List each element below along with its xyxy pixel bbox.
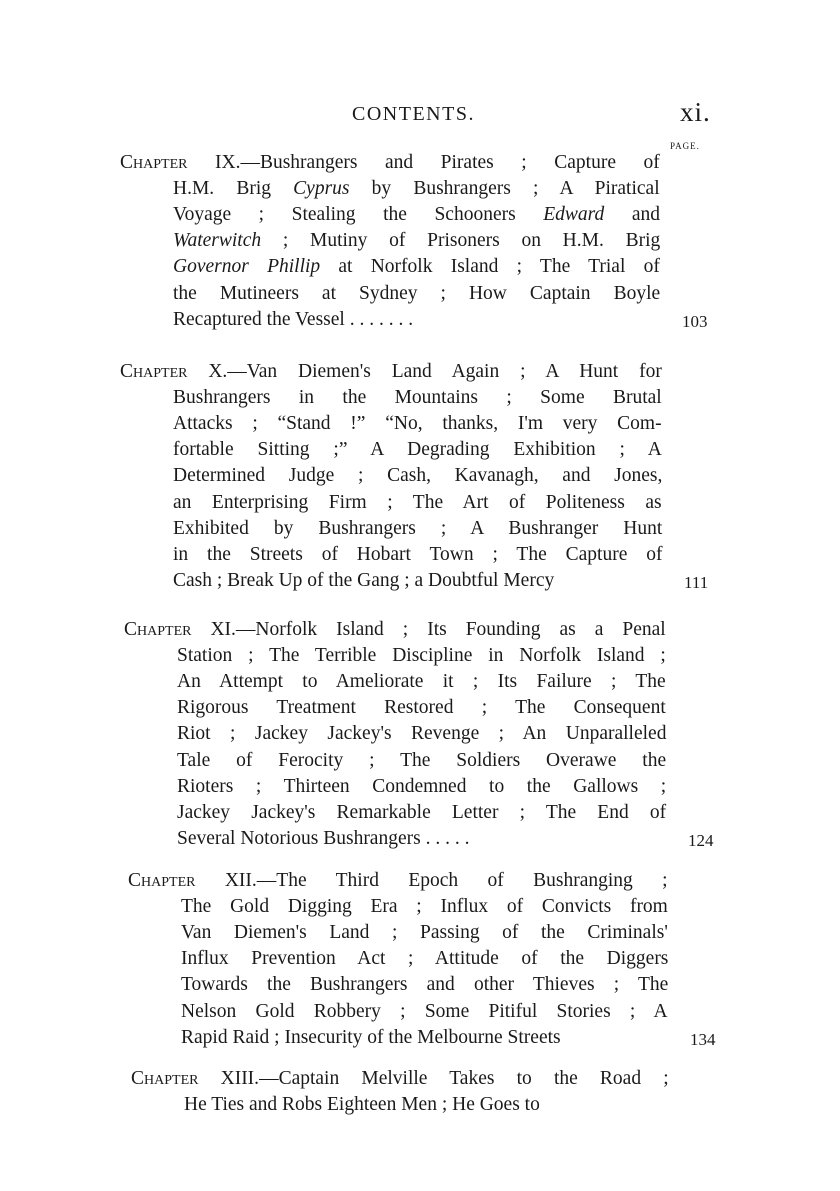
entry-line: in the Streets of Hobart Town ; The Capture of bbox=[173, 543, 663, 565]
entry-line: Rapid Raid ; Insecurity of the Melbourne Streets bbox=[181, 1026, 561, 1048]
dot-leader: . . . . . . . bbox=[344, 308, 414, 330]
entry-line: Rigorous Treatment Restored ; The Consequent bbox=[177, 697, 666, 719]
chapter-label: Chapter XIII. bbox=[131, 1068, 260, 1089]
entry-line: Station ; The Terrible Discipline in Norfolk Island ; bbox=[177, 645, 666, 667]
chapter-label: Chapter X. bbox=[120, 361, 228, 382]
entry-line: fortable Sitting ;” A Degrading Exhibition ; A bbox=[173, 439, 662, 461]
entry-line: He Ties and Robs Eighteen Men ; He Goes to bbox=[184, 1094, 540, 1116]
entry-line: Riot ; Jackey Jackey's Revenge ; An Unparalleled bbox=[177, 723, 667, 745]
entry-line: Recaptured the Vessel . . . . . . . bbox=[173, 308, 414, 330]
entry-line: Determined Judge ; Cash, Kavanagh, and Jones, bbox=[173, 465, 663, 487]
entry-line: Governor Phillip at Norfolk Island ; The Trial of bbox=[173, 256, 660, 278]
ship-name: Waterwitch bbox=[173, 230, 262, 252]
entry-line: Jackey Jackey's Remarkable Letter ; The End of bbox=[177, 801, 667, 823]
entry-line: Bushrangers in the Mountains ; Some Brutal bbox=[173, 387, 662, 409]
entry-line: Waterwitch ; Mutiny of Prisoners on H.M. Brig bbox=[173, 230, 661, 252]
ship-name: Cyprus bbox=[293, 178, 350, 200]
entry-line: Influx Prevention Act ; Attitude of the Diggers bbox=[181, 948, 669, 970]
entry-line: H.M. Brig Cyprus by Bushrangers ; A Piratical bbox=[173, 178, 660, 200]
entry-line: Rioters ; Thirteen Condemned to the Gallows ; bbox=[177, 775, 667, 797]
entry-line: Voyage ; Stealing the Schooners Edward and bbox=[173, 204, 660, 226]
entry-line: an Enterprising Firm ; The Art of Politeness as bbox=[173, 491, 662, 513]
entry-line: Nelson Gold Robbery ; Some Pitiful Stories ; A bbox=[181, 1000, 668, 1022]
entry-line: Attacks ; “Stand !” “No, thanks, I'm very Com- bbox=[173, 413, 662, 435]
entry-line: An Attempt to Ameliorate it ; Its Failure ; The bbox=[177, 671, 666, 693]
entry-line: Chapter XIII.—Captain Melville Takes to the Road ; bbox=[131, 1068, 669, 1089]
entry-line: Several Notorious Bushrangers . . . . . bbox=[177, 827, 470, 849]
entry-line: Cash ; Break Up of the Gang ; a Doubtful Mercy bbox=[173, 569, 555, 591]
page-reference: 124 bbox=[688, 830, 714, 850]
page-reference: 134 bbox=[690, 1029, 716, 1049]
entry-line: Towards the Bushrangers and other Thieves ; The bbox=[181, 974, 669, 996]
entry-line: Tale of Ferocity ; The Soldiers Overawe the bbox=[177, 749, 667, 771]
ship-name: Edward bbox=[543, 204, 605, 226]
chapter-label: Chapter XI. bbox=[124, 619, 236, 640]
entry-line: The Gold Digging Era ; Influx of Convicts from bbox=[181, 896, 668, 918]
dot-leader: . . . . . bbox=[420, 827, 470, 849]
chapter-label: Chapter IX. bbox=[120, 152, 241, 173]
page-header bbox=[0, 97, 840, 133]
page-column-label: PAGE. bbox=[670, 141, 700, 151]
page-reference: 103 bbox=[682, 311, 708, 331]
entry-line: Chapter XII.—The Third Epoch of Bushranging ; bbox=[128, 870, 668, 891]
entry-line: Chapter IX.—Bushrangers and Pirates ; Capture of bbox=[120, 152, 660, 173]
chapter-label: Chapter XII. bbox=[128, 870, 257, 891]
entry-line: Chapter XI.—Norfolk Island ; Its Founding as a Penal bbox=[124, 619, 666, 640]
entry-line: Van Diemen's Land ; Passing of the Criminals' bbox=[181, 922, 668, 944]
ship-name: Governor Phillip bbox=[173, 256, 321, 278]
page-reference: 111 bbox=[684, 572, 709, 592]
page-number: xi. bbox=[680, 97, 711, 127]
entry-line: the Mutineers at Sydney ; How Captain Boyle bbox=[173, 282, 661, 304]
running-head: CONTENTS. bbox=[352, 103, 475, 125]
entry-line: Chapter X.—Van Diemen's Land Again ; A Hunt for bbox=[120, 361, 662, 382]
entry-line: Exhibited by Bushrangers ; A Bushranger Hunt bbox=[173, 517, 663, 539]
